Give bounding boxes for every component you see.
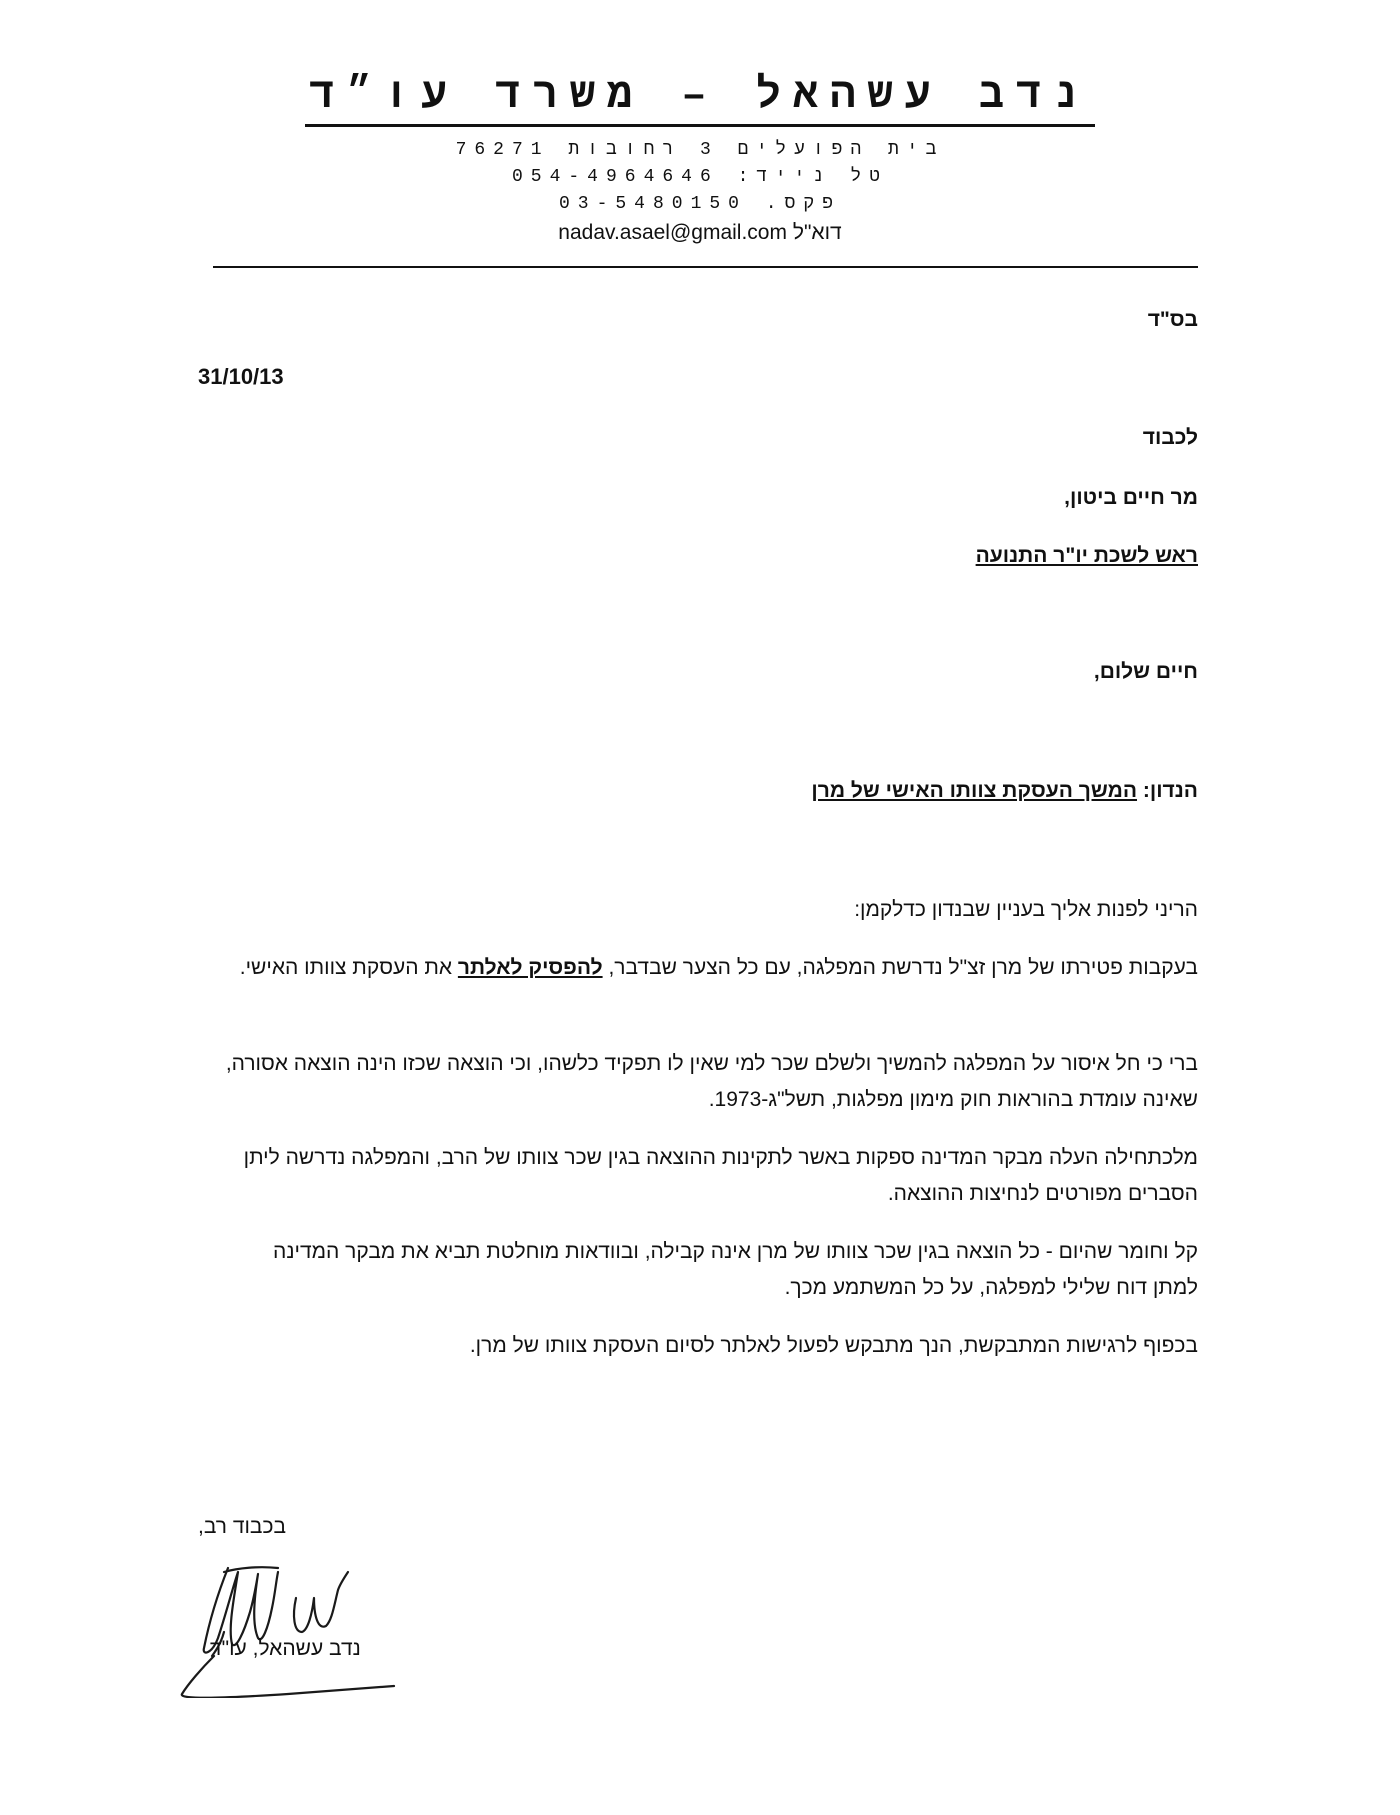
letterhead-email-line — [200, 218, 1200, 248]
recipient-name: מר חיים ביטון, — [1064, 486, 1198, 509]
subject-line — [811, 773, 1198, 809]
letterhead-email: nadav.asael@gmail.com — [558, 221, 787, 244]
recipient-position: ראש לשכת יו"ר התנועה — [975, 544, 1198, 567]
body-paragraph-1 — [198, 950, 1198, 986]
p1-after: את העסקת צוותו האישי. — [239, 956, 453, 979]
p1-before: בעקבות פטירתו של מרן זצ"ל נדרשת המפלגה, עם כל הצער שבדבר, — [608, 956, 1198, 979]
letterhead-title: נדב עשהאל – משרד עו״ד — [305, 70, 1094, 127]
letterhead-divider — [213, 266, 1198, 268]
p1-emphasis: להפסיק לאלתר — [457, 956, 603, 979]
letter-date: 31/10/13 — [198, 364, 284, 389]
body-paragraph-5: בכפוף לרגישות המתבקשת, הנך מתבקש לפעול לאלתר לסיום העסקת צוותו של מרן. — [469, 1334, 1198, 1357]
body-paragraph-4: קל וחומר שהיום - כל הוצאה בגין שכר צוותו של מרן אינה קבילה, ובוודאות מוחלטת תביא את מבקר המדינה למתן דוח שלילי למפלגה, על כל המשתמע מכך. — [273, 1240, 1198, 1299]
handwritten-signature — [168, 1528, 408, 1698]
letterhead-address: בית הפועלים 3 רחובות 76271 — [455, 140, 945, 160]
body-paragraph-2: ברי כי חל איסור על המפלגה להמשיך ולשלם שכר למי שאין לו תפקיד כלשהו, וכי הוצאה שכזו הינה הוצאה אסורה, שאינה עומדת בהוראות חוק מימון מפלגות, תשל"ג-1973. — [225, 1052, 1198, 1111]
letterhead-fax: פקס. 03-5480150 — [558, 194, 842, 214]
recipient-honorific: לכבוד — [1142, 426, 1198, 449]
letterhead — [200, 70, 1200, 248]
closing-phrase: בכבוד רב, — [198, 1515, 287, 1538]
subject-label: הנדון: — [1142, 779, 1198, 802]
subject-text: המשך העסקת צוותו האישי של מרן — [811, 779, 1138, 802]
letterhead-email-label: דוא"ל — [792, 221, 842, 244]
body-intro: הריני לפנות אליך בעניין שבנדון כדלקמן: — [854, 898, 1198, 921]
bsd-mark: בס"ד — [1147, 308, 1198, 331]
signer-name: נדב עשהאל, עו"ד — [210, 1637, 361, 1660]
letterhead-mobile: טל נייד: 054-4964646 — [511, 167, 889, 187]
body-paragraph-3: מלכתחילה העלה מבקר המדינה ספקות באשר לתקינות ההוצאה בגין שכר צוותו של הרב, והמפלגה נדרשה ליתן הסברים מפורטים לנחיצות ההוצאה. — [243, 1146, 1198, 1205]
greeting: חיים שלום, — [1093, 660, 1198, 683]
